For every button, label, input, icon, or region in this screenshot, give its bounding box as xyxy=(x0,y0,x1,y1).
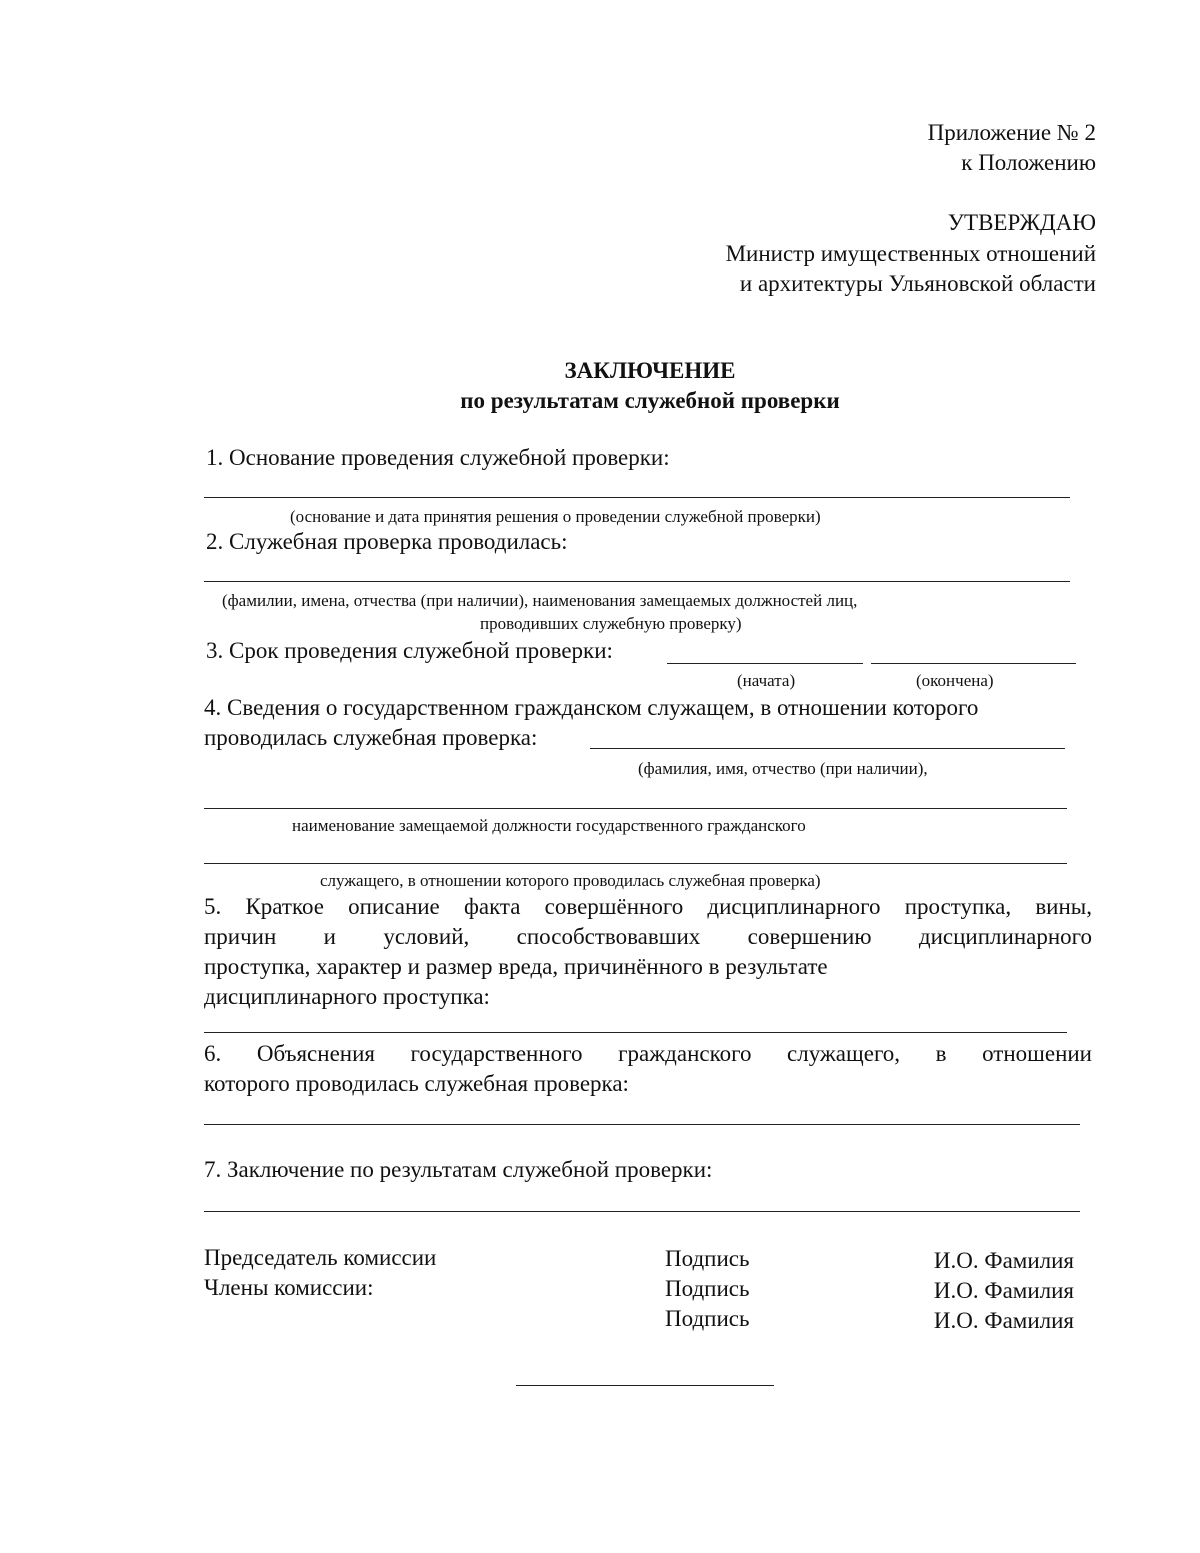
signature-placeholder: Подпись xyxy=(665,1276,750,1301)
section-6-fill-line[interactable] xyxy=(204,1124,1080,1125)
section-1-fill-line[interactable] xyxy=(204,497,1070,498)
document-subtitle: по результатам служебной проверки xyxy=(460,388,840,413)
approver-title-line1: Министр имущественных отношений xyxy=(725,241,1096,266)
section-3-label: 3. Срок проведения служебной проверки: xyxy=(206,638,613,663)
section-3-end-hint: (окончена) xyxy=(916,671,994,690)
section-2-hint-line2: проводивших служебную проверку) xyxy=(480,614,742,633)
section-2-hint-line1: (фамилии, имена, отчества (при наличии), наименования замещаемых должностей лиц, xyxy=(222,591,858,610)
approver-title-line2: и архитектуры Ульяновской области xyxy=(739,271,1096,296)
section-7-label: 7. Заключение по результатам служебной проверки: xyxy=(204,1157,713,1182)
section-7-fill-line[interactable] xyxy=(204,1211,1080,1212)
section-2-fill-line[interactable] xyxy=(204,581,1070,582)
signatory-name: И.О. Фамилия xyxy=(933,1308,1074,1333)
section-6-line2: которого проводилась служебная проверка: xyxy=(204,1071,629,1096)
end-divider xyxy=(516,1385,774,1386)
section-3-start-hint: (начата) xyxy=(737,671,796,690)
signature-placeholder: Подпись xyxy=(665,1306,750,1331)
section-1-hint: (основание и дата принятия решения о проведении служебной проверки) xyxy=(290,507,821,526)
section-4-label-line2: проводилась служебная проверка: xyxy=(204,725,538,750)
section-4-hint-line1: (фамилия, имя, отчество (при наличии), xyxy=(638,759,928,778)
section-4-position-line[interactable] xyxy=(204,808,1067,809)
section-5-line3: проступка, характер и размер вреда, причинённого в результате xyxy=(204,954,828,979)
section-5-fill-line[interactable] xyxy=(204,1032,1067,1033)
chairman-label: Председатель комиссии xyxy=(204,1245,437,1270)
signature-placeholder: Подпись xyxy=(665,1246,750,1271)
section-1-label: 1. Основание проведения служебной проверки: xyxy=(206,445,670,470)
document-title: ЗАКЛЮЧЕНИЕ xyxy=(564,358,736,383)
section-4-hint-line2: наименование замещаемой должности государственного гражданского xyxy=(292,816,806,835)
section-5-line2: причин и условий, способствовавших совершению дисциплинарного xyxy=(204,924,1092,949)
section-4-hint-line3: служащего, в отношении которого проводилась служебная проверка) xyxy=(320,871,821,890)
section-4-position-line-2[interactable] xyxy=(204,863,1067,864)
appendix-number: Приложение № 2 xyxy=(927,120,1096,145)
section-5-line4: дисциплинарного проступка: xyxy=(204,984,490,1009)
section-4-label-line1: 4. Сведения о государственном гражданском служащем, в отношении которого xyxy=(204,695,979,720)
section-3-start-date-line[interactable] xyxy=(667,663,863,664)
appendix-reference: к Положению xyxy=(961,150,1096,175)
section-6-line1: 6. Объяснения государственного гражданского служащего, в отношении xyxy=(204,1041,1092,1066)
approve-stamp-text: УТВЕРЖДАЮ xyxy=(947,210,1096,235)
section-4-name-line[interactable] xyxy=(590,748,1065,749)
section-5-line1: 5. Краткое описание факта совершённого дисциплинарного проступка, вины, xyxy=(204,894,1092,919)
section-2-label: 2. Служебная проверка проводилась: xyxy=(206,529,568,554)
signatory-name: И.О. Фамилия xyxy=(933,1248,1074,1273)
members-label: Члены комиссии: xyxy=(204,1275,374,1300)
signatory-name: И.О. Фамилия xyxy=(933,1278,1074,1303)
section-3-end-date-line[interactable] xyxy=(871,663,1076,664)
